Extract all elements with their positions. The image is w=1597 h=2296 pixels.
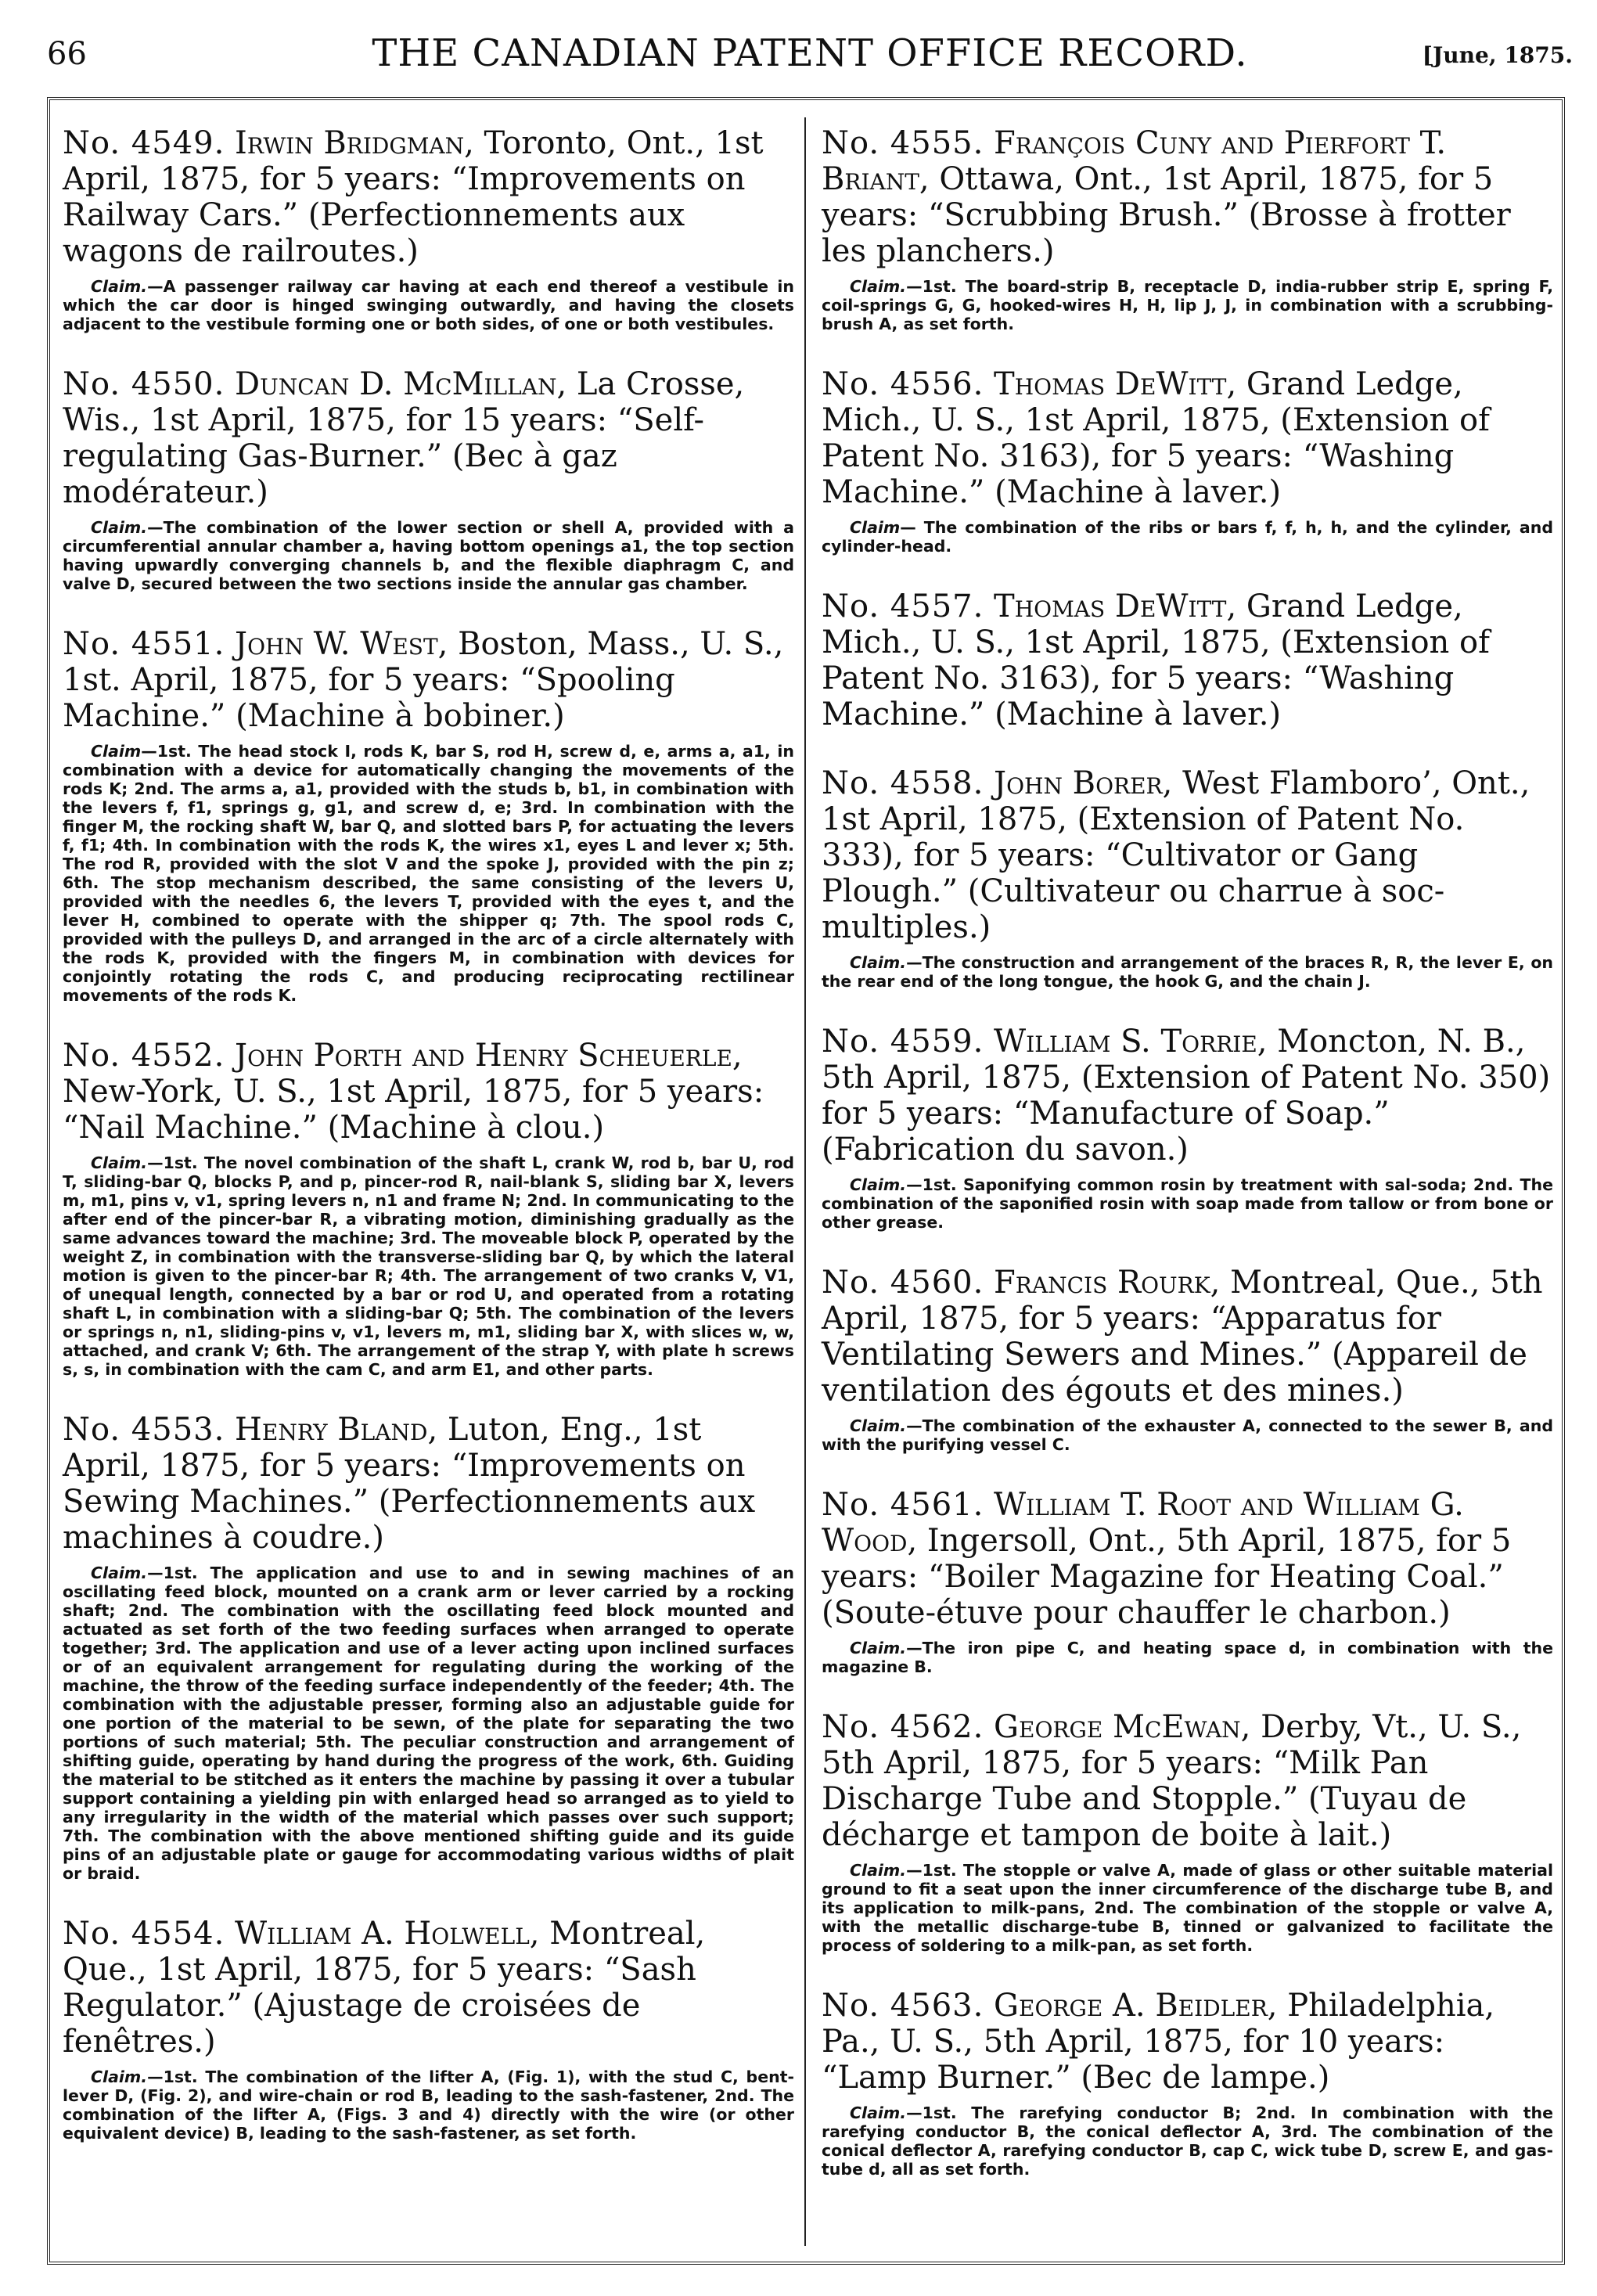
- claim-label: Claim.: [91, 518, 148, 537]
- entry-heading: [822, 1265, 1553, 1409]
- patentee-name: Irwin Bridgman,: [235, 125, 474, 161]
- patentee-name: John Borer,: [994, 765, 1173, 801]
- claim-label: Claim.: [850, 1861, 907, 1880]
- claim-label: Claim.: [850, 277, 907, 296]
- entry-heading: [822, 588, 1553, 732]
- claim-body: —A passenger railway car having at each end thereof a vestibule in which the car door is hinged swinging outwardly, and having the closets adjacent to the vestibule forming one or both sides, of one or both vestibules.: [63, 277, 794, 333]
- running-title: THE CANADIAN PATENT OFFICE RECORD.: [372, 31, 1248, 75]
- claim-text: [63, 2067, 794, 2143]
- claim-text: [63, 1153, 794, 1379]
- patentee-name: Francis Rourk,: [994, 1265, 1221, 1301]
- patent-entry: [822, 1487, 1553, 1676]
- patent-number: No. 4561.: [822, 1487, 984, 1523]
- claim-body: —The construction and arrangement of the braces R, R, the lever E, on the rear end of the long tongue, the hook G, and the chain J.: [822, 953, 1553, 991]
- patentee-name: William T. Root and William G. Wood,: [822, 1487, 1464, 1559]
- claim-label: Claim.: [850, 1175, 907, 1194]
- patent-details: Ottawa, Ont., 1st April, 1875, for 5 years: “Scrubbing Brush.” (Brosse à frotter les planchers.): [822, 161, 1511, 269]
- patent-number: No. 4553.: [63, 1412, 225, 1448]
- claim-label: Claim.: [850, 1416, 907, 1435]
- entry-heading: [822, 125, 1553, 269]
- claim-text: [822, 1861, 1553, 1955]
- patent-entry: [822, 366, 1553, 556]
- claim-label: Claim.: [91, 1153, 148, 1172]
- entry-heading: [822, 1988, 1553, 2096]
- claim-body: —The combination of the lower section or shell A, provided with a circumferential annular chamber a, having bottom openings a1, the top section having upwardly converging channels b, and the flexible diaphragm C, and valve D, secured between the two sections inside the annular gas chamber.: [63, 518, 794, 593]
- patent-number: No. 4559.: [822, 1024, 984, 1060]
- patent-details: Grand Ledge, Mich., U. S., 1st April, 1875, (Extension of Patent No. 3163), for 5 years: “Washing Machine.” (Machine à laver.): [822, 588, 1490, 732]
- entry-heading: [63, 1412, 794, 1556]
- entry-heading: [822, 765, 1553, 945]
- claim-label: Claim.: [850, 1639, 907, 1657]
- patent-entry: [822, 1709, 1553, 1955]
- entry-heading: [822, 366, 1553, 510]
- entry-heading: [63, 125, 794, 269]
- patent-details: Montreal, Que., 5th April, 1875, for 5 years: “Apparatus for Ventilating Sewers and Mines.” (Appareil de ventilation des égouts et des mines.): [822, 1265, 1543, 1409]
- claim-text: [822, 1175, 1553, 1232]
- claim-body: —1st. The rarefying conductor B; 2nd. In combination with the rarefying conductor B, the conical deflector A, 3rd. The combination of the conical deflector A, rarefying conductor B, cap C, wick tube D, screw E, and gas-tube d, all as set forth.: [822, 2103, 1553, 2179]
- claim-text: [822, 2103, 1553, 2179]
- claim-text: [63, 277, 794, 333]
- right-column: [822, 125, 1553, 2211]
- claim-body: —1st. The stopple or valve A, made of glass or other suitable material ground to fit a seat upon the inner circumference of the discharge tube B, and its application to milk-pans, 2nd. The combination of the stopple or valve A, with the metallic discharge-tube B, tinned or galvanized to facilitate the process of soldering to a milk-pan, as set forth.: [822, 1861, 1553, 1955]
- patentee-name: William S. Torrie,: [994, 1024, 1268, 1060]
- claim-label: Claim.: [91, 1564, 148, 1582]
- claim-text: [822, 518, 1553, 556]
- claim-body: —1st. The head stock I, rods K, bar S, rod H, screw d, e, arms a, a1, in combination with a device for automatically changing the movements of the rods K; 2nd. The arms a, a1, provided with the studs b, b1, in combination with the levers f, f1, springs g, g1, and screw d, e; 3rd. In combination with the finger M, the rocking shaft W, bar Q, and slotted bars P, for actuating the levers f, f1; 4th. In combination with the rods K, the wires x1, eyes L and lever x; 5th. The rod R, provided with the slot V and the spoke J, provided with the pin z; 6th. The stop mechanism described, the same consisting of the levers U, provided with the needles 6, the levers T, provided with the eyes t, and the lever H, combined to operate with the shipper q; 7th. The spool rods C, provided with the pulleys D, and arranged in the arc of a circle alternately with the rods K, provided with the fingers M, in combination with devices for conjointly rotating the rods C, and producing reciprocating rectilinear movements of the rods K.: [63, 742, 794, 1005]
- patent-number: No. 4551.: [63, 626, 225, 662]
- claim-label: Claim.: [91, 2067, 148, 2086]
- patent-entry: [822, 125, 1553, 333]
- claim-text: [63, 1564, 794, 1883]
- patent-number: No. 4552.: [63, 1038, 225, 1074]
- claim-label: Claim.: [850, 953, 907, 972]
- left-column: [63, 125, 794, 2175]
- patent-entry: [63, 366, 794, 593]
- patent-details: Ingersoll, Ont., 5th April, 1875, for 5 years: “Boiler Magazine for Heating Coal.” (Soute-étuve pour chauffer le charbon.): [822, 1523, 1512, 1631]
- patent-number: No. 4558.: [822, 765, 984, 801]
- patentee-name: George McEwan,: [994, 1709, 1251, 1745]
- patent-entry: [63, 1916, 794, 2143]
- column-divider: [804, 117, 806, 2246]
- claim-text: [822, 277, 1553, 333]
- entry-heading: [63, 626, 794, 734]
- patent-details: Toronto, Ont., 1st April, 1875, for 5 years: “Improvements on Railway Cars.” (Perfectionnements aux wagons de railroutes.): [63, 125, 764, 269]
- claim-label: Claim: [850, 518, 901, 537]
- patentee-name: François Cuny and Pierfort T. Briant,: [822, 125, 1447, 197]
- claim-text: [63, 742, 794, 1005]
- patent-number: No. 4556.: [822, 366, 984, 402]
- patent-details: Grand Ledge, Mich., U. S., 1st April, 1875, (Extension of Patent No. 3163), for 5 years: “Washing Machine.” (Machine à laver.): [822, 366, 1490, 510]
- claim-text: [822, 1416, 1553, 1454]
- patentee-name: George A. Beidler,: [994, 1988, 1278, 2024]
- patent-number: No. 4554.: [63, 1916, 225, 1952]
- patent-entry: [63, 626, 794, 1005]
- patent-number: No. 4550.: [63, 366, 225, 402]
- claim-body: —1st. Saponifying common rosin by treatment with sal-soda; 2nd. The combination of the saponified rosin with soap made from tallow or from bone or other grease.: [822, 1175, 1553, 1232]
- patent-number: No. 4555.: [822, 125, 984, 161]
- patent-details: La Crosse, Wis., 1st April, 1875, for 15 years: “Self-regulating Gas-Burner.” (Bec à gaz modérateur.): [63, 366, 745, 510]
- patent-details: West Flamboro’, Ont., 1st April, 1875, (Extension of Patent No. 333), for 5 years: “Cultivator or Gang Plough.” (Cultivateur ou charrue à soc-multiples.): [822, 765, 1530, 945]
- patent-details: Philadelphia, Pa., U. S., 5th April, 1875, for 10 years: “Lamp Burner.” (Bec de lampe.): [822, 1988, 1495, 2096]
- claim-text: [822, 953, 1553, 991]
- patent-entry: [63, 125, 794, 333]
- entry-heading: [63, 1916, 794, 2060]
- patentee-name: Duncan D. McMillan,: [235, 366, 567, 402]
- patentee-name: William A. Holwell,: [235, 1916, 540, 1952]
- patent-details: New-York, U. S., 1st April, 1875, for 5 years: “Nail Machine.” (Machine à clou.): [63, 1074, 764, 1146]
- patent-number: No. 4549.: [63, 125, 225, 161]
- entry-heading: [63, 366, 794, 510]
- patentee-name: Thomas DeWitt,: [994, 366, 1237, 402]
- patent-entry: [822, 765, 1553, 991]
- entry-heading: [822, 1709, 1553, 1853]
- page-header: [47, 28, 1573, 83]
- entry-heading: [822, 1024, 1553, 1168]
- patent-entry: [822, 1265, 1553, 1454]
- patent-entry: [63, 1412, 794, 1883]
- patent-entry: [822, 588, 1553, 732]
- patentee-name: Henry Bland,: [235, 1412, 438, 1448]
- claim-label: Claim.: [91, 277, 148, 296]
- entry-heading: [63, 1038, 794, 1146]
- page-number: 66: [47, 36, 87, 72]
- patent-details: Moncton, N. B., 5th April, 1875, (Extension of Patent No. 350) for 5 years: “Manufacture of Soap.” (Fabrication du savon.): [822, 1024, 1551, 1168]
- patent-number: No. 4560.: [822, 1265, 984, 1301]
- patent-number: No. 4557.: [822, 588, 984, 624]
- claim-label: Claim.: [850, 2103, 907, 2122]
- patent-number: No. 4562.: [822, 1709, 984, 1745]
- issue-date: [June, 1875.: [1422, 42, 1573, 68]
- claim-label: Claim: [91, 742, 142, 761]
- claim-body: —1st. The novel combination of the shaft L, crank W, rod b, bar U, rod T, sliding-bar Q, blocks P, and p, pincer-rod R, nail-blank S, sliding bar X, levers m, m1, pins v, v1, spring levers n, n1 and frame N; 2nd. In communicating to the after end of the pincer-bar R, a vibrating motion, diminishing gradually as the same advances toward the machine; 3rd. The moveable block P, operated by the weight Z, in combination with the transverse-sliding bar Q, by which the lateral motion is given to the pincer-bar R; 4th. The arrangement of two cranks V, V1, of unequal length, connected by a bar or rod U, and operated from a rotating shaft L, in combination with a sliding-bar Q; 5th. The combination of the levers or springs n, n1, sliding-pins v, v1, levers m, m1, sliding bar X, with slices w, w, attached, and crank V; 6th. The arrangement of the strap Y, with plate h screws s, s, in combination with the cam C, and arm E1, and other parts.: [63, 1153, 794, 1379]
- patent-details: Luton, Eng., 1st April, 1875, for 5 years: “Improvements on Sewing Machines.” (Perfectionnements aux machines à coudre.): [63, 1412, 756, 1556]
- claim-body: —1st. The board-strip B, receptacle D, india-rubber strip E, spring F, coil-springs G, G, hooked-wires H, H, lip J, J, in combination with a scrubbing-brush A, as set forth.: [822, 277, 1553, 333]
- claim-body: —The combination of the exhauster A, connected to the sewer B, and with the purifying vessel C.: [822, 1416, 1553, 1454]
- patent-entry: [822, 1988, 1553, 2179]
- patentee-name: Thomas DeWitt,: [994, 588, 1237, 624]
- patentee-name: John Porth and Henry Scheuerle,: [235, 1038, 743, 1074]
- claim-body: —The iron pipe C, and heating space d, in combination with the magazine B.: [822, 1639, 1553, 1676]
- claim-text: [822, 1639, 1553, 1676]
- patent-entry: [63, 1038, 794, 1379]
- entry-heading: [822, 1487, 1553, 1631]
- patent-details: Boston, Mass., U. S., 1st. April, 1875, for 5 years: “Spooling Machine.” (Machine à bobiner.): [63, 626, 784, 734]
- patent-details: Derby, Vt., U. S., 5th April, 1875, for 5 years: “Milk Pan Discharge Tube and Stopple.” (Tuyau de décharge et tampon de boite à lait.): [822, 1709, 1522, 1853]
- claim-body: —1st. The combination of the lifter A, (Fig. 1), with the stud C, bent-lever D, (Fig. 2), and wire-chain or rod B, leading to the sash-fastener, 2nd. The combination of the lifter A, (Figs. 3 and 4) directly with the wire (or other equivalent device) B, leading to the sash-fastener, as set forth.: [63, 2067, 794, 2143]
- claim-body: —1st. The application and use to and in sewing machines of an oscillating feed block, mounted on a crank arm or lever carried by a rocking shaft; 2nd. The combination with the oscillating feed block mounted and actuated as set forth of the two feeding surfaces when arranged to operate together; 3rd. The application and use of a lever acting upon inclined surfaces or of an equivalent arrangement for regulating during the working of the machine, the throw of the feeding surface independently of the feeder; 4th. The combination with the adjustable presser, forming also an adjustable guide for one portion of the material to be sewn, of the plate for separating the two portions of such material; 5th. The peculiar construction and arrangement of shifting guide, operating by hand during the progress of the work, 6th. Guiding the material to be stitched as it enters the machine by passing it over a tubular support containing a yielding pin with enlarged head so arranged as to yield to any irregularity in the width of the material which passes over such support; 7th. The combination with the above mentioned shifting guide and its guide pins of an adjustable plate or gauge for accommodating various widths of plait or braid.: [63, 1564, 794, 1883]
- claim-body: — The combination of the ribs or bars f, f, h, h, and the cylinder, and cylinder-head.: [822, 518, 1553, 556]
- patent-entry: [822, 1024, 1553, 1232]
- patent-number: No. 4563.: [822, 1988, 984, 2024]
- patent-details: Montreal, Que., 1st April, 1875, for 5 years: “Sash Regulator.” (Ajustage de croisées de fenêtres.): [63, 1916, 706, 2060]
- claim-text: [63, 518, 794, 593]
- patentee-name: John W. West,: [235, 626, 448, 662]
